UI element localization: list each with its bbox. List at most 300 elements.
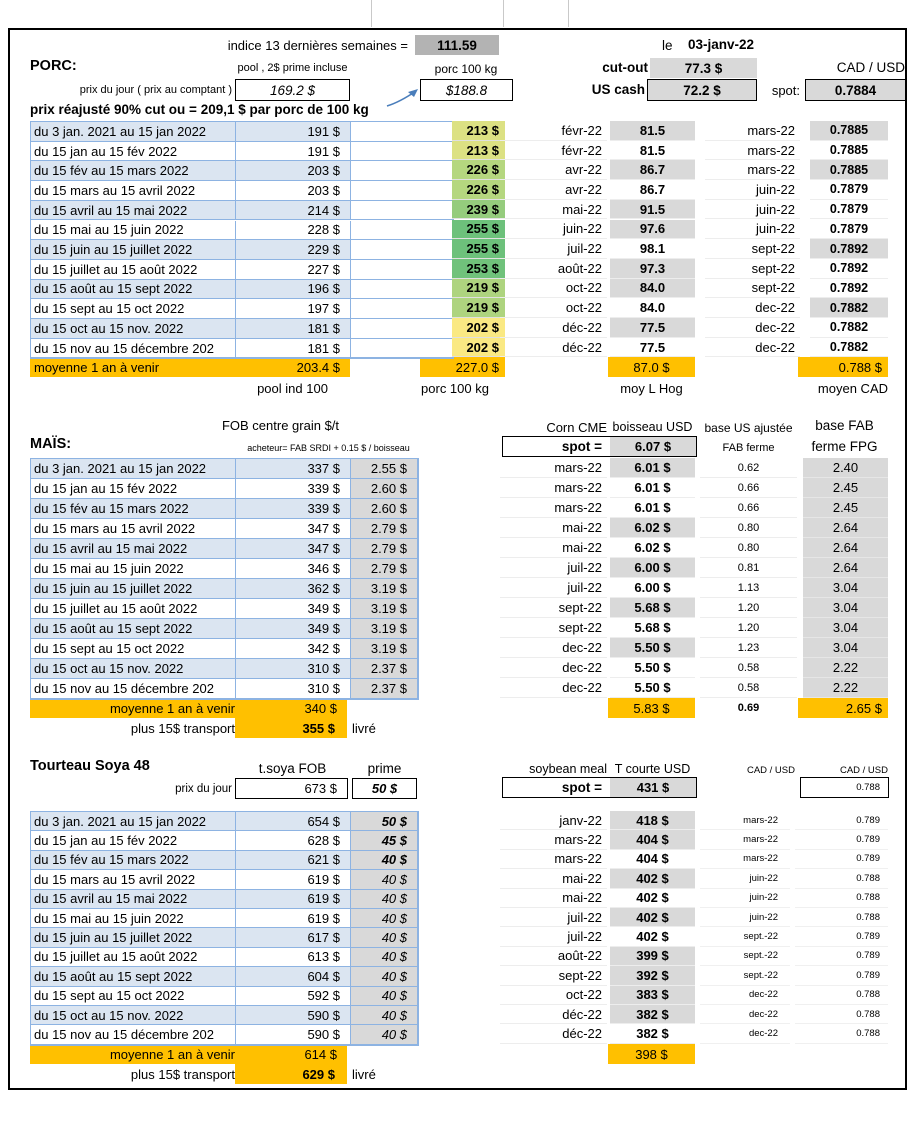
porc-row3-cad-cell[interactable]: 0.7885 xyxy=(810,160,888,180)
soya-row12-cad_month-cell[interactable]: dec-22 xyxy=(700,1024,790,1043)
porc-row2-porc-cell[interactable]: 213 $ xyxy=(452,141,505,161)
soya-row7-month-cell[interactable]: juil-22 xyxy=(500,927,607,946)
mais-row12-base_fab-cell[interactable]: 2.22 xyxy=(803,678,888,698)
porc-row2-period-cell[interactable]: du 15 jan au 15 fév 2022 xyxy=(31,142,236,162)
soya-row4-usd-cell[interactable]: 402 $ xyxy=(610,869,695,888)
porc-row4-hog-cell[interactable]: 86.7 xyxy=(610,180,695,200)
soya-row3-cad-cell[interactable]: 0.789 xyxy=(795,850,888,869)
mais-row1-bois-cell[interactable]: 2.55 $ xyxy=(351,459,418,479)
porc-row7-hog-cell[interactable]: 98.1 xyxy=(610,239,695,259)
mais-row3-month-cell[interactable]: mars-22 xyxy=(500,498,607,518)
porc-row4-empty-cell[interactable] xyxy=(351,181,453,201)
mais-row10-base_fab-cell[interactable]: 3.04 xyxy=(803,638,888,658)
porc-row2-cad-cell[interactable]: 0.7885 xyxy=(810,141,888,161)
mais-row4-month-cell[interactable]: mai-22 xyxy=(500,518,607,538)
indice-label: indice 13 dernières semaines = xyxy=(227,38,408,53)
porc-row4-porc-cell[interactable]: 226 $ xyxy=(452,180,505,200)
porc-row7-empty-cell[interactable] xyxy=(351,240,453,260)
porc-prix-jour-input[interactable]: 169.2 $ xyxy=(235,79,350,101)
mais-row11-month-cell[interactable]: dec-22 xyxy=(500,658,607,678)
porc-row4-period-cell[interactable]: du 15 mars au 15 avril 2022 xyxy=(31,181,236,201)
mais-row7-month-cell[interactable]: juil-22 xyxy=(500,578,607,598)
mais-row1-fob-cell[interactable]: 337 $ xyxy=(236,459,351,479)
porc-row10-hog-cell[interactable]: 84.0 xyxy=(610,298,695,318)
porc-kg-value-input[interactable]: $188.8 xyxy=(420,79,513,101)
soya-row2-prime-cell[interactable]: 45 $ xyxy=(351,831,418,850)
soya-row5-usd-cell[interactable]: 402 $ xyxy=(610,889,695,908)
mais-row1-usd-cell[interactable]: 6.01 $ xyxy=(610,458,695,478)
mais-row5-base_fab-cell[interactable]: 2.64 xyxy=(803,538,888,558)
porc-row3-cad_month-cell[interactable]: mars-22 xyxy=(705,160,800,180)
mais-row12-base_us-cell[interactable]: 0.58 xyxy=(700,678,797,698)
soya-row11-fob-cell[interactable]: 590 $ xyxy=(236,1006,351,1025)
porc-row8-month-cell[interactable]: août-22 xyxy=(500,259,607,279)
porc-row2-cad_month-cell[interactable]: mars-22 xyxy=(705,141,800,161)
soymeal-spot-box[interactable] xyxy=(502,777,697,798)
porc-row1-hog-cell[interactable]: 81.5 xyxy=(610,121,695,141)
mais-row4-period-cell[interactable]: du 15 mars au 15 avril 2022 xyxy=(31,519,236,539)
soya-row11-period-cell[interactable]: du 15 oct au 15 nov. 2022 xyxy=(31,1006,236,1025)
mais-row3-fob-cell[interactable]: 339 $ xyxy=(236,499,351,519)
soya-row8-month-cell[interactable]: août-22 xyxy=(500,947,607,966)
mais-row3-bois-cell[interactable]: 2.60 $ xyxy=(351,499,418,519)
porc-row7-period-cell[interactable]: du 15 juin au 15 juillet 2022 xyxy=(31,240,236,260)
mais-row10-base_us-cell[interactable]: 1.23 xyxy=(700,638,797,658)
mais-row11-base_us-cell[interactable]: 0.58 xyxy=(700,658,797,678)
cutout-label: cut-out xyxy=(602,60,648,75)
porc-row5-pool-cell[interactable]: 214 $ xyxy=(236,201,351,221)
porc-row1-cad-cell[interactable]: 0.7885 xyxy=(810,121,888,141)
porc-section-title: PORC: xyxy=(30,58,77,74)
porc-row1-period-cell[interactable]: du 3 jan. 2021 au 15 jan 2022 xyxy=(31,122,236,142)
soya-plus-transport-label: plus 15$ transport xyxy=(130,1066,235,1082)
soya-row2-fob-cell[interactable]: 628 $ xyxy=(236,831,351,850)
soya-row9-period-cell[interactable]: du 15 août au 15 sept 2022 xyxy=(31,967,236,986)
mais-row5-period-cell[interactable]: du 15 avril au 15 mai 2022 xyxy=(31,539,236,559)
mais-row9-month-cell[interactable]: sept-22 xyxy=(500,618,607,638)
soya-row1-cad_month-cell[interactable]: mars-22 xyxy=(700,811,790,830)
porc-row3-month-cell[interactable]: avr-22 xyxy=(500,160,607,180)
soya-row12-month-cell[interactable]: déc-22 xyxy=(500,1024,607,1043)
soya-row6-cad-cell[interactable]: 0.788 xyxy=(795,908,888,927)
mais-row6-base_fab-cell[interactable]: 2.64 xyxy=(803,558,888,578)
mais-row8-usd-cell[interactable]: 5.68 $ xyxy=(610,598,695,618)
soya-row7-cad_month-cell[interactable]: sept.-22 xyxy=(700,927,790,946)
porc-row10-month-cell[interactable]: oct-22 xyxy=(500,298,607,318)
soya-row6-cad_month-cell[interactable]: juin-22 xyxy=(700,908,790,927)
mais-row11-bois-cell[interactable]: 2.37 $ xyxy=(351,659,418,679)
soya-row2-usd-cell[interactable]: 404 $ xyxy=(610,830,695,849)
mais-row10-bois-cell[interactable]: 3.19 $ xyxy=(351,639,418,659)
corn-spot-box[interactable] xyxy=(502,436,697,457)
porc-row5-period-cell[interactable]: du 15 avril au 15 mai 2022 xyxy=(31,201,236,221)
soya-row8-period-cell[interactable]: du 15 juillet au 15 août 2022 xyxy=(31,948,236,967)
mais-moyenne-usd-cell[interactable]: 5.83 $ xyxy=(608,698,695,718)
soya-row2-month-cell[interactable]: mars-22 xyxy=(500,830,607,849)
mais-row2-base_fab-cell[interactable]: 2.45 xyxy=(803,478,888,498)
soya-row1-usd-cell[interactable]: 418 $ xyxy=(610,811,695,830)
fab-ferme-header: FAB ferme xyxy=(722,442,775,454)
soya-row3-prime-cell[interactable]: 40 $ xyxy=(351,851,418,870)
mais-plus-transport-value-cell[interactable]: 355 $ xyxy=(235,718,347,738)
porc-row12-month-cell[interactable]: déc-22 xyxy=(500,338,607,358)
mais-row5-fob-cell[interactable]: 347 $ xyxy=(236,539,351,559)
soya-row7-prime-cell[interactable]: 40 $ xyxy=(351,928,418,947)
porc-row11-month-cell[interactable]: déc-22 xyxy=(500,318,607,338)
porc-row12-hog-cell[interactable]: 77.5 xyxy=(610,338,695,358)
porc-row3-hog-cell[interactable]: 86.7 xyxy=(610,160,695,180)
porc-row9-porc-cell[interactable]: 219 $ xyxy=(452,279,505,299)
mais-row12-month-cell[interactable]: dec-22 xyxy=(500,678,607,698)
porc-moyenne-cell[interactable] xyxy=(30,357,350,377)
mais-row8-period-cell[interactable]: du 15 juillet au 15 août 2022 xyxy=(31,599,236,619)
porc-row8-cad-cell[interactable]: 0.7892 xyxy=(810,259,888,279)
mais-row6-usd-cell[interactable]: 6.00 $ xyxy=(610,558,695,578)
soya-row4-period-cell[interactable]: du 15 mars au 15 avril 2022 xyxy=(31,870,236,889)
porc-row5-cad_month-cell[interactable]: juin-22 xyxy=(705,200,800,220)
soya-row3-usd-cell[interactable]: 404 $ xyxy=(610,850,695,869)
soya-row7-fob-cell[interactable]: 617 $ xyxy=(236,928,351,947)
soya-row8-cad-cell[interactable]: 0.789 xyxy=(795,947,888,966)
porc-row8-cad_month-cell[interactable]: sept-22 xyxy=(705,259,800,279)
mais-row6-fob-cell[interactable]: 346 $ xyxy=(236,559,351,579)
mais-row3-base_us-cell[interactable]: 0.66 xyxy=(700,498,797,518)
soya-row8-usd-cell[interactable]: 399 $ xyxy=(610,947,695,966)
mais-row1-period-cell[interactable]: du 3 jan. 2021 au 15 jan 2022 xyxy=(31,459,236,479)
porc-row1-month-cell[interactable]: févr-22 xyxy=(500,121,607,141)
soya-row2-period-cell[interactable]: du 15 jan au 15 fév 2022 xyxy=(31,831,236,850)
soya-row12-cad-cell[interactable]: 0.788 xyxy=(795,1024,888,1043)
porc-row4-pool-cell[interactable]: 203 $ xyxy=(236,181,351,201)
soya-row11-month-cell[interactable]: déc-22 xyxy=(500,1005,607,1024)
soya-row5-cad-cell[interactable]: 0.788 xyxy=(795,889,888,908)
soya-row4-month-cell[interactable]: mai-22 xyxy=(500,869,607,888)
mais-row4-base_us-cell[interactable]: 0.80 xyxy=(700,518,797,538)
mais-row8-base_us-cell[interactable]: 1.20 xyxy=(700,598,797,618)
soya-row2-cad-cell[interactable]: 0.789 xyxy=(795,830,888,849)
mais-row9-bois-cell[interactable]: 3.19 $ xyxy=(351,619,418,639)
mais-fob-header: FOB centre grain $/t xyxy=(221,418,340,433)
soya-row5-prime-cell[interactable]: 40 $ xyxy=(351,890,418,909)
mais-moyenne-fob-value: 340 $ xyxy=(304,700,337,716)
porc-row5-cad-cell[interactable]: 0.7879 xyxy=(810,200,888,220)
mais-row10-period-cell[interactable]: du 15 sept au 15 oct 2022 xyxy=(31,639,236,659)
mais-row10-usd-cell[interactable]: 5.50 $ xyxy=(610,638,695,658)
soya-row11-prime-cell[interactable]: 40 $ xyxy=(351,1006,418,1025)
porc-row4-month-cell[interactable]: avr-22 xyxy=(500,180,607,200)
porc-row4-cad-cell[interactable]: 0.7879 xyxy=(810,180,888,200)
porc-row9-cad_month-cell[interactable]: sept-22 xyxy=(705,279,800,299)
porc-row3-porc-cell[interactable]: 226 $ xyxy=(452,160,505,180)
mais-moyenne-base-fab-cell[interactable]: 2.65 $ xyxy=(798,698,888,718)
soya-row11-cad_month-cell[interactable]: dec-22 xyxy=(700,1005,790,1024)
porc-row8-empty-cell[interactable] xyxy=(351,260,453,280)
porc-row12-porc-cell[interactable]: 202 $ xyxy=(452,338,505,358)
mais-row6-bois-cell[interactable]: 2.79 $ xyxy=(351,559,418,579)
mais-row9-usd-cell[interactable]: 5.68 $ xyxy=(610,618,695,638)
porc-row12-period-cell[interactable]: du 15 nov au 15 décembre 202 xyxy=(31,339,236,359)
mais-row2-usd-cell[interactable]: 6.01 $ xyxy=(610,478,695,498)
porc-row9-pool-cell[interactable]: 196 $ xyxy=(236,280,351,300)
soya-row12-fob-cell[interactable]: 590 $ xyxy=(236,1025,351,1044)
soya-row6-prime-cell[interactable]: 40 $ xyxy=(351,909,418,928)
mais-row1-base_fab-cell[interactable]: 2.40 xyxy=(803,458,888,478)
porc-row6-cad-cell[interactable]: 0.7879 xyxy=(810,220,888,240)
mais-row3-period-cell[interactable]: du 15 fév au 15 mars 2022 xyxy=(31,499,236,519)
mais-row2-month-cell[interactable]: mars-22 xyxy=(500,478,607,498)
soya-row11-usd-cell[interactable]: 382 $ xyxy=(610,1005,695,1024)
soya-row12-period-cell[interactable]: du 15 nov au 15 décembre 202 xyxy=(31,1025,236,1044)
mais-row2-period-cell[interactable]: du 15 jan au 15 fév 2022 xyxy=(31,479,236,499)
porc-row12-cad_month-cell[interactable]: dec-22 xyxy=(705,338,800,358)
soya-row6-month-cell[interactable]: juil-22 xyxy=(500,908,607,927)
mais-row1-month-cell[interactable]: mars-22 xyxy=(500,458,607,478)
cutout-value-cell[interactable]: 77.3 $ xyxy=(650,58,757,78)
mais-row11-fob-cell[interactable]: 310 $ xyxy=(236,659,351,679)
mais-row4-fob-cell[interactable]: 347 $ xyxy=(236,519,351,539)
porc-row7-pool-cell[interactable]: 229 $ xyxy=(236,240,351,260)
porc-moyenne-hog-cell[interactable]: 87.0 $ xyxy=(608,357,695,377)
soya-moyenne-cell[interactable] xyxy=(30,1044,347,1064)
soya-prime-input[interactable]: 50 $ xyxy=(352,778,417,799)
porc-row2-hog-cell[interactable]: 81.5 xyxy=(610,141,695,161)
mais-row2-bois-cell[interactable]: 2.60 $ xyxy=(351,479,418,499)
porc-row5-month-cell[interactable]: mai-22 xyxy=(500,200,607,220)
porc-row8-hog-cell[interactable]: 97.3 xyxy=(610,259,695,279)
mais-row5-bois-cell[interactable]: 2.79 $ xyxy=(351,539,418,559)
mais-row12-period-cell[interactable]: du 15 nov au 15 décembre 202 xyxy=(31,679,236,699)
porc-row6-cad_month-cell[interactable]: juin-22 xyxy=(705,220,800,240)
porc-row3-pool-cell[interactable]: 203 $ xyxy=(236,161,351,181)
porc-row10-empty-cell[interactable] xyxy=(351,299,453,319)
porc-footer-hog: moy L Hog xyxy=(620,380,683,396)
porc-row12-empty-cell[interactable] xyxy=(351,339,453,359)
porc-row10-cad-cell[interactable]: 0.7882 xyxy=(810,298,888,318)
soya-row10-prime-cell[interactable]: 40 $ xyxy=(351,987,418,1006)
porc-row5-empty-cell[interactable] xyxy=(351,201,453,221)
porc-row6-period-cell[interactable]: du 15 mai au 15 juin 2022 xyxy=(31,221,236,241)
mais-row4-bois-cell[interactable]: 2.79 $ xyxy=(351,519,418,539)
mais-row7-usd-cell[interactable]: 6.00 $ xyxy=(610,578,695,598)
porc-row5-porc-cell[interactable]: 239 $ xyxy=(452,200,505,220)
soya-row8-prime-cell[interactable]: 40 $ xyxy=(351,948,418,967)
soya-row6-period-cell[interactable]: du 15 mai au 15 juin 2022 xyxy=(31,909,236,928)
porc-row11-pool-cell[interactable]: 181 $ xyxy=(236,319,351,339)
soya-row1-fob-cell[interactable]: 654 $ xyxy=(236,812,351,831)
mais-row11-period-cell[interactable]: du 15 oct au 15 nov. 2022 xyxy=(31,659,236,679)
mais-row4-usd-cell[interactable]: 6.02 $ xyxy=(610,518,695,538)
mais-row9-base_us-cell[interactable]: 1.20 xyxy=(700,618,797,638)
mais-row12-fob-cell[interactable]: 310 $ xyxy=(236,679,351,699)
mais-row5-base_us-cell[interactable]: 0.80 xyxy=(700,538,797,558)
porc-row10-period-cell[interactable]: du 15 sept au 15 oct 2022 xyxy=(31,299,236,319)
soya-prime-header: prime xyxy=(367,761,402,776)
mais-row7-fob-cell[interactable]: 362 $ xyxy=(236,579,351,599)
soya-row4-prime-cell[interactable]: 40 $ xyxy=(351,870,418,889)
mais-row6-base_us-cell[interactable]: 0.81 xyxy=(700,558,797,578)
porc-row7-cad_month-cell[interactable]: sept-22 xyxy=(705,239,800,259)
soya-row5-period-cell[interactable]: du 15 avril au 15 mai 2022 xyxy=(31,890,236,909)
soya-row3-month-cell[interactable]: mars-22 xyxy=(500,850,607,869)
porc-moyenne-cad-cell[interactable]: 0.788 $ xyxy=(798,357,888,377)
soya-row12-usd-cell[interactable]: 382 $ xyxy=(610,1024,695,1043)
soya-row4-cad-cell[interactable]: 0.788 xyxy=(795,869,888,888)
porc-row6-pool-cell[interactable]: 228 $ xyxy=(236,221,351,241)
porc-row11-cad-cell[interactable]: 0.7882 xyxy=(810,318,888,338)
soya-row4-fob-cell[interactable]: 619 $ xyxy=(236,870,351,889)
mais-row12-bois-cell[interactable]: 2.37 $ xyxy=(351,679,418,699)
porc-row8-pool-cell[interactable]: 227 $ xyxy=(236,260,351,280)
porc-row7-porc-cell[interactable]: 255 $ xyxy=(452,239,505,259)
soya-moyenne-usd-cell[interactable]: 398 $ xyxy=(608,1044,695,1064)
soya-row9-month-cell[interactable]: sept-22 xyxy=(500,966,607,985)
porc-row9-cad-cell[interactable]: 0.7892 xyxy=(810,279,888,299)
porc-row3-empty-cell[interactable] xyxy=(351,161,453,181)
mais-row8-bois-cell[interactable]: 3.19 $ xyxy=(351,599,418,619)
porc-row6-empty-cell[interactable] xyxy=(351,221,453,241)
soya-row9-usd-cell[interactable]: 392 $ xyxy=(610,966,695,985)
mais-row12-usd-cell[interactable]: 5.50 $ xyxy=(610,678,695,698)
porc-row1-empty-cell[interactable] xyxy=(351,122,453,142)
porc-row9-month-cell[interactable]: oct-22 xyxy=(500,279,607,299)
soya-row9-cad_month-cell[interactable]: sept.-22 xyxy=(700,966,790,985)
soya-row7-usd-cell[interactable]: 402 $ xyxy=(610,927,695,946)
porc-row9-hog-cell[interactable]: 84.0 xyxy=(610,279,695,299)
porc-row11-period-cell[interactable]: du 15 oct au 15 nov. 2022 xyxy=(31,319,236,339)
mais-row8-month-cell[interactable]: sept-22 xyxy=(500,598,607,618)
soya-row1-cad-cell[interactable]: 0.789 xyxy=(795,811,888,830)
porc-row12-pool-cell[interactable]: 181 $ xyxy=(236,339,351,359)
porc-row10-pool-cell[interactable]: 197 $ xyxy=(236,299,351,319)
mais-row6-period-cell[interactable]: du 15 mai au 15 juin 2022 xyxy=(31,559,236,579)
mais-row3-base_fab-cell[interactable]: 2.45 xyxy=(803,498,888,518)
mais-row7-period-cell[interactable]: du 15 juin au 15 juillet 2022 xyxy=(31,579,236,599)
porc-row1-porc-cell[interactable]: 213 $ xyxy=(452,121,505,141)
soya-row9-fob-cell[interactable]: 604 $ xyxy=(236,967,351,986)
mais-row8-base_fab-cell[interactable]: 3.04 xyxy=(803,598,888,618)
porc-row6-porc-cell[interactable]: 255 $ xyxy=(452,220,505,240)
soya-row9-cad-cell[interactable]: 0.789 xyxy=(795,966,888,985)
porc-row7-cad-cell[interactable]: 0.7892 xyxy=(810,239,888,259)
soya-row6-usd-cell[interactable]: 402 $ xyxy=(610,908,695,927)
porc-row7-month-cell[interactable]: juil-22 xyxy=(500,239,607,259)
soya-row3-period-cell[interactable]: du 15 fév au 15 mars 2022 xyxy=(31,851,236,870)
porc-row10-porc-cell[interactable]: 219 $ xyxy=(452,298,505,318)
soya-row9-prime-cell[interactable]: 40 $ xyxy=(351,967,418,986)
mais-row1-base_us-cell[interactable]: 0.62 xyxy=(700,458,797,478)
mais-row10-month-cell[interactable]: dec-22 xyxy=(500,638,607,658)
soya-row11-cad-cell[interactable]: 0.788 xyxy=(795,1005,888,1024)
soya-row8-fob-cell[interactable]: 613 $ xyxy=(236,948,351,967)
mais-row7-base_fab-cell[interactable]: 3.04 xyxy=(803,578,888,598)
porc-row2-empty-cell[interactable] xyxy=(351,142,453,162)
cad-spot-value-cell[interactable]: 0.7884 xyxy=(805,79,906,101)
mais-row3-usd-cell[interactable]: 6.01 $ xyxy=(610,498,695,518)
soya-row10-fob-cell[interactable]: 592 $ xyxy=(236,987,351,1006)
soya-row5-month-cell[interactable]: mai-22 xyxy=(500,889,607,908)
soya-row10-month-cell[interactable]: oct-22 xyxy=(500,986,607,1005)
soya-row1-month-cell[interactable]: janv-22 xyxy=(500,811,607,830)
porc-row1-pool-cell[interactable]: 191 $ xyxy=(236,122,351,142)
soya-row3-fob-cell[interactable]: 621 $ xyxy=(236,851,351,870)
porc-row5-hog-cell[interactable]: 91.5 xyxy=(610,200,695,220)
porc-row4-cad_month-cell[interactable]: juin-22 xyxy=(705,180,800,200)
soya-row5-cad_month-cell[interactable]: juin-22 xyxy=(700,889,790,908)
mais-row2-base_us-cell[interactable]: 0.66 xyxy=(700,478,797,498)
soya-prix-jour-input[interactable]: 673 $ xyxy=(235,778,348,799)
porc-moyenne-porc-cell[interactable]: 227.0 $ xyxy=(420,357,505,377)
mais-row7-base_us-cell[interactable]: 1.13 xyxy=(700,578,797,598)
mais-moyenne-cell[interactable] xyxy=(30,698,347,718)
soya-row10-usd-cell[interactable]: 383 $ xyxy=(610,986,695,1005)
mais-row5-month-cell[interactable]: mai-22 xyxy=(500,538,607,558)
porc-row3-period-cell[interactable]: du 15 fév au 15 mars 2022 xyxy=(31,161,236,181)
soya-plus-transport-value-cell[interactable]: 629 $ xyxy=(235,1064,347,1084)
porc-row11-cad_month-cell[interactable]: dec-22 xyxy=(705,318,800,338)
porc-row11-hog-cell[interactable]: 77.5 xyxy=(610,318,695,338)
soya-row10-period-cell[interactable]: du 15 sept au 15 oct 2022 xyxy=(31,987,236,1006)
soya-row8-cad_month-cell[interactable]: sept.-22 xyxy=(700,947,790,966)
soya-row7-cad-cell[interactable]: 0.789 xyxy=(795,927,888,946)
porc-row6-hog-cell[interactable]: 97.6 xyxy=(610,220,695,240)
mais-row10-fob-cell[interactable]: 342 $ xyxy=(236,639,351,659)
soya-row6-fob-cell[interactable]: 619 $ xyxy=(236,909,351,928)
mais-row7-bois-cell[interactable]: 3.19 $ xyxy=(351,579,418,599)
porc-row12-cad-cell[interactable]: 0.7882 xyxy=(810,338,888,358)
porc-row1-cad_month-cell[interactable]: mars-22 xyxy=(705,121,800,141)
porc-footer-pool: pool ind 100 xyxy=(257,380,328,396)
soya-row1-prime-cell[interactable]: 50 $ xyxy=(351,812,418,831)
porc-row2-pool-cell[interactable]: 191 $ xyxy=(236,142,351,162)
soya-row1-period-cell[interactable]: du 3 jan. 2021 au 15 jan 2022 xyxy=(31,812,236,831)
uscash-value-cell[interactable]: 72.2 $ xyxy=(647,79,757,101)
mais-row9-fob-cell[interactable]: 349 $ xyxy=(236,619,351,639)
soya-row12-prime-cell[interactable]: 40 $ xyxy=(351,1025,418,1044)
mais-row9-period-cell[interactable]: du 15 août au 15 sept 2022 xyxy=(31,619,236,639)
porc-row9-empty-cell[interactable] xyxy=(351,280,453,300)
mais-row11-usd-cell[interactable]: 5.50 $ xyxy=(610,658,695,678)
mais-moyenne-base-us-cell[interactable]: 0.69 xyxy=(737,702,760,714)
uscash-label: US cash xyxy=(591,82,645,97)
soya-row3-cad_month-cell[interactable]: mars-22 xyxy=(700,850,790,869)
porc-row6-month-cell[interactable]: juin-22 xyxy=(500,220,607,240)
porc-row9-period-cell[interactable]: du 15 août au 15 sept 2022 xyxy=(31,280,236,300)
mais-row2-fob-cell[interactable]: 339 $ xyxy=(236,479,351,499)
mais-row6-month-cell[interactable]: juil-22 xyxy=(500,558,607,578)
soya-cad-spot-cell[interactable]: 0.788 xyxy=(800,777,889,798)
soya-row10-cad_month-cell[interactable]: dec-22 xyxy=(700,986,790,1005)
porc-row8-period-cell[interactable]: du 15 juillet au 15 août 2022 xyxy=(31,260,236,280)
soya-row4-cad_month-cell[interactable]: juin-22 xyxy=(700,869,790,888)
soya-row2-cad_month-cell[interactable]: mars-22 xyxy=(700,830,790,849)
porc-row11-porc-cell[interactable]: 202 $ xyxy=(452,318,505,338)
porc-row2-month-cell[interactable]: févr-22 xyxy=(500,141,607,161)
soya-row5-fob-cell[interactable]: 619 $ xyxy=(236,890,351,909)
soya-row7-period-cell[interactable]: du 15 juin au 15 juillet 2022 xyxy=(31,928,236,947)
mais-row11-base_fab-cell[interactable]: 2.22 xyxy=(803,658,888,678)
mais-row5-usd-cell[interactable]: 6.02 $ xyxy=(610,538,695,558)
porc-moyenne-pool-value: 203.4 $ xyxy=(296,359,340,375)
indice-value-cell[interactable]: 111.59 xyxy=(415,35,499,55)
soya-moyenne-label: moyenne 1 an à venir xyxy=(109,1046,235,1062)
mais-row9-base_fab-cell[interactable]: 3.04 xyxy=(803,618,888,638)
mais-row4-base_fab-cell[interactable]: 2.64 xyxy=(803,518,888,538)
mais-row8-fob-cell[interactable]: 349 $ xyxy=(236,599,351,619)
porc-row11-empty-cell[interactable] xyxy=(351,319,453,339)
soya-row10-cad-cell[interactable]: 0.788 xyxy=(795,986,888,1005)
porc-row10-cad_month-cell[interactable]: dec-22 xyxy=(705,298,800,318)
porc-row8-porc-cell[interactable]: 253 $ xyxy=(452,259,505,279)
